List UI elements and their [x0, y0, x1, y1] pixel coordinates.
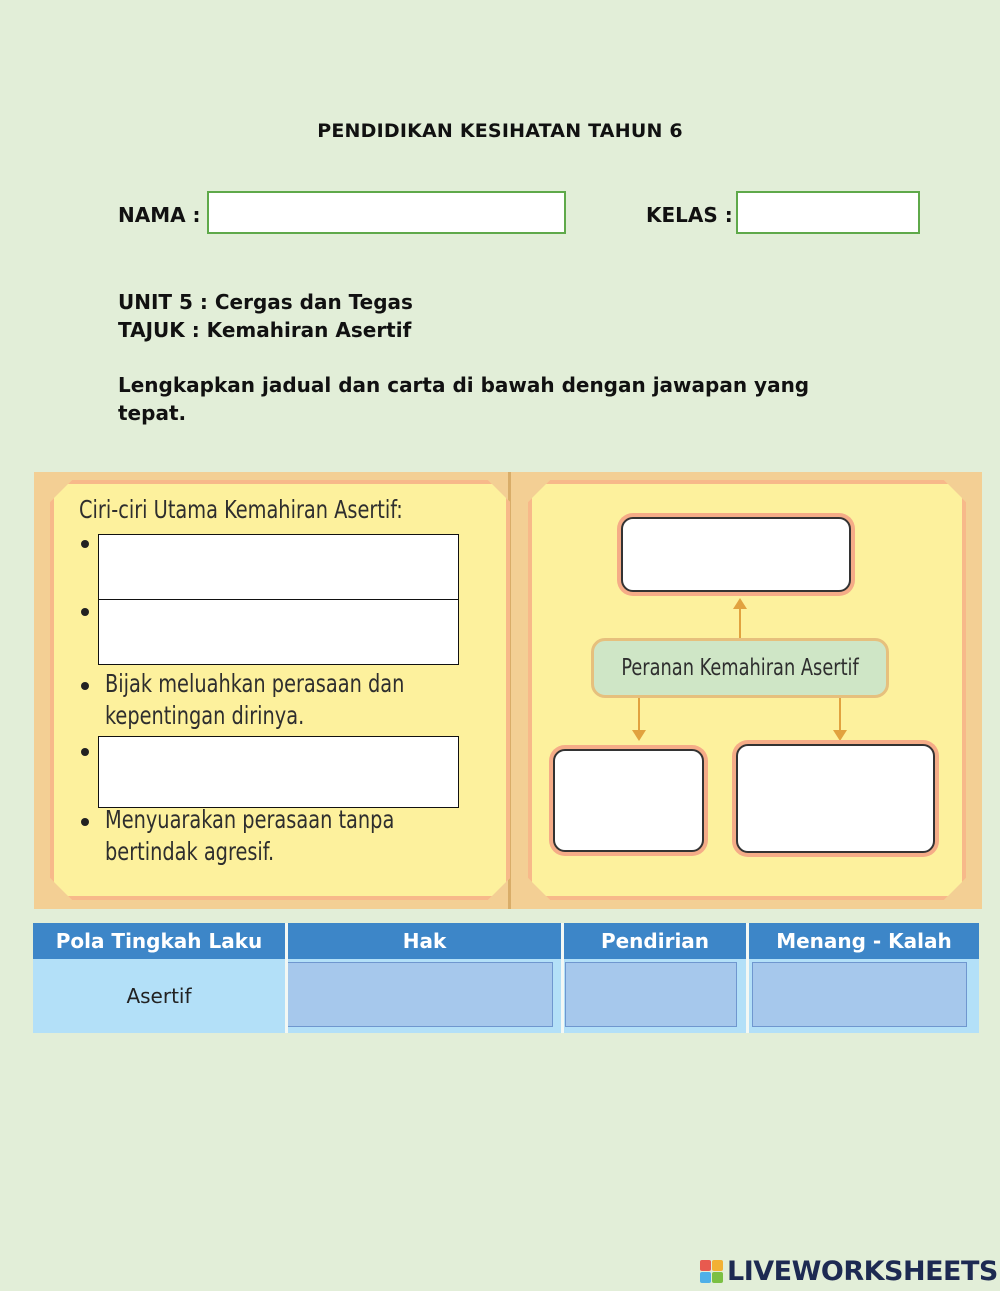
arrow-up-line: [739, 609, 741, 639]
trait-item-5-line2: bertindak agresif.: [105, 837, 275, 866]
col-header-win-lose: Menang - Kalah: [749, 923, 979, 959]
logo-square: [712, 1272, 723, 1283]
role-answer-left[interactable]: [553, 749, 704, 852]
topic-line: TAJUK : Kemahiran Asertif: [118, 318, 412, 342]
col-header-stance: Pendirian: [564, 923, 746, 959]
column-separator: [561, 923, 564, 1033]
brand-text: LIVEWORKSHEETS: [727, 1255, 998, 1287]
bullet-1: [81, 540, 89, 548]
column-separator: [746, 923, 749, 1033]
bullet-3: [81, 682, 89, 690]
roles-center-node: [591, 638, 889, 698]
trait-item-5: [105, 804, 394, 868]
logo-square: [712, 1260, 723, 1271]
trait-answer-3[interactable]: [98, 736, 459, 808]
trait-item-5-line1: Menyuarakan perasaan tanpa: [105, 805, 395, 834]
page-title: PENDIDIKAN KESIHATAN TAHUN 6: [317, 120, 683, 142]
class-input[interactable]: [736, 191, 920, 234]
trait-item-3-line2: kepentingan dirinya.: [105, 701, 305, 730]
bullet-4: [81, 748, 89, 756]
traits-heading: Ciri-ciri Utama Kemahiran Asertif:: [79, 495, 403, 524]
roles-center-label: Peranan Kemahiran Asertif: [621, 655, 859, 681]
bullet-5: [81, 818, 89, 826]
role-answer-right[interactable]: [736, 744, 935, 853]
logo-square: [700, 1272, 711, 1283]
liveworksheets-logo: [700, 1256, 996, 1286]
answer-rights-input[interactable]: [287, 962, 553, 1027]
unit-line: UNIT 5 : Cergas dan Tegas: [118, 290, 413, 314]
arrow-down-right-icon: [833, 730, 847, 741]
role-answer-top[interactable]: [621, 517, 851, 592]
logo-icon: [700, 1260, 723, 1283]
answer-win-lose-input[interactable]: [752, 962, 967, 1027]
col-header-pattern: Pola Tingkah Laku: [33, 923, 285, 959]
row-label-asertif: Asertif: [33, 959, 285, 1033]
name-input[interactable]: [207, 191, 566, 234]
unit-info: [118, 288, 413, 344]
answer-stance-input[interactable]: [565, 962, 737, 1027]
trait-answer-1[interactable]: [98, 534, 459, 600]
arrow-left-line: [638, 698, 640, 730]
behaviour-table: [33, 923, 979, 1033]
col-header-rights: Hak: [288, 923, 561, 959]
trait-item-3-line1: Bijak meluahkan perasaan dan: [105, 669, 405, 698]
arrow-down-left-icon: [632, 730, 646, 741]
instruction: Lengkapkan jadual dan carta di bawah dengan jawapan yang tepat.: [118, 373, 810, 425]
logo-square: [700, 1260, 711, 1271]
name-label: NAMA :: [118, 203, 201, 227]
class-label: KELAS :: [646, 203, 733, 227]
arrow-right-line: [839, 698, 841, 730]
worksheet-panel: [34, 472, 982, 909]
arrow-up-icon: [733, 598, 747, 609]
trait-item-3: [105, 668, 404, 732]
bullet-2: [81, 608, 89, 616]
column-separator: [285, 923, 288, 1033]
trait-answer-2[interactable]: [98, 599, 459, 665]
